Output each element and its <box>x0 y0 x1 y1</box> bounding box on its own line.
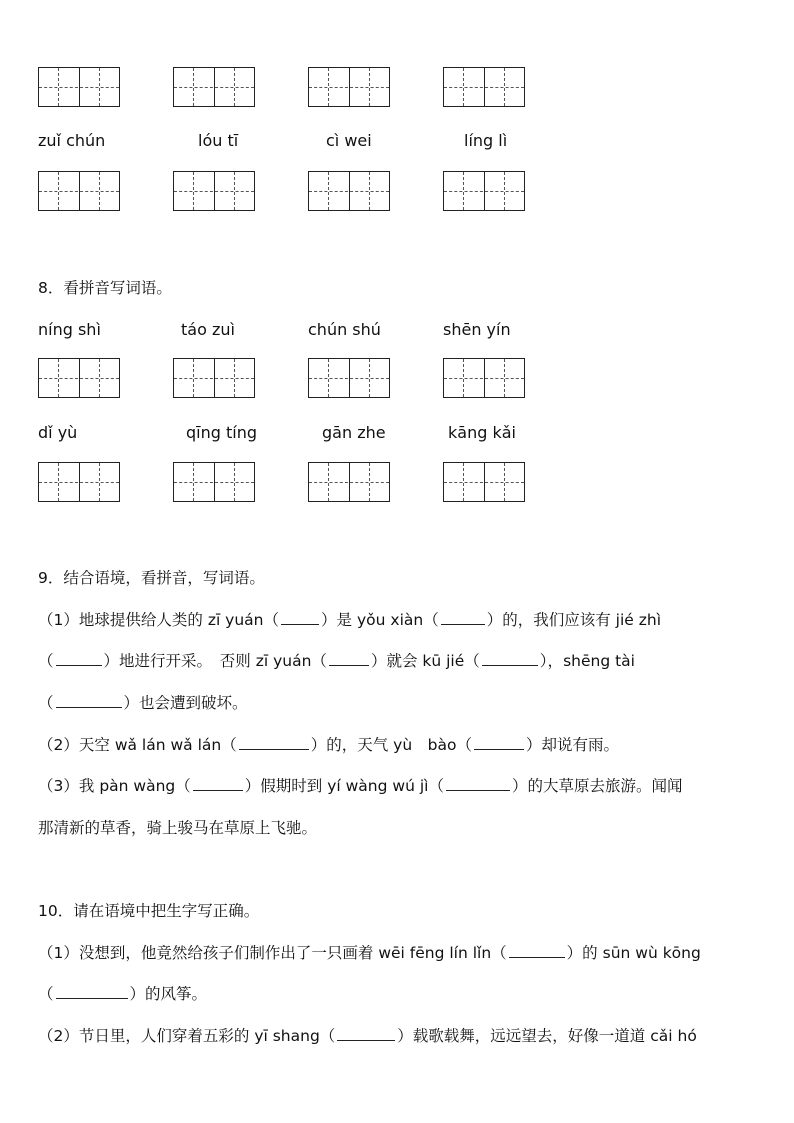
pinyin: wǎ lán wǎ lán <box>114 736 222 754</box>
writing-grid[interactable] <box>443 358 525 398</box>
pinyin: shēng tài <box>563 652 635 670</box>
answer-blank[interactable] <box>56 693 122 708</box>
writing-grid[interactable] <box>173 67 255 107</box>
answer-blank[interactable] <box>281 610 319 625</box>
pinyin-label: cì wei <box>326 131 372 150</box>
writing-grid[interactable] <box>443 67 525 107</box>
writing-grid[interactable] <box>173 171 255 211</box>
text: （ <box>423 611 439 629</box>
pinyin-label: qīng tíng <box>186 423 257 442</box>
text: （1）地球提供给人类的 <box>38 611 203 629</box>
question-9-line-1 <box>38 609 661 631</box>
writing-grid-row-4 <box>0 462 794 463</box>
writing-grid[interactable] <box>308 171 390 211</box>
pinyin: kū jié <box>422 652 465 670</box>
answer-blank[interactable] <box>441 610 485 625</box>
text: （ <box>428 777 444 795</box>
text: （ <box>38 985 54 1003</box>
writing-grid[interactable] <box>308 358 390 398</box>
text: （ <box>311 652 327 670</box>
text: （ <box>456 736 473 754</box>
pinyin-label: shēn yín <box>443 320 511 339</box>
answer-blank[interactable] <box>446 776 510 791</box>
text: （2）天空 <box>38 736 110 754</box>
pinyin-label: gān zhe <box>322 423 386 442</box>
text: （ <box>263 611 280 629</box>
pinyin-label: táo zuì <box>181 320 235 339</box>
pinyin-label: kāng kǎi <box>448 423 516 442</box>
writing-grid-row-2 <box>0 171 794 172</box>
answer-blank[interactable] <box>509 943 565 958</box>
text: ）载歌载舞，远远望去，好像一道道 <box>397 1027 646 1045</box>
question-9-line-4 <box>38 734 619 756</box>
question-10-line-2 <box>38 983 207 1005</box>
writing-grid[interactable] <box>308 462 390 502</box>
pinyin: cǎi hó <box>650 1027 697 1045</box>
text: ）的 <box>566 944 598 962</box>
text: （3）我 <box>38 777 95 795</box>
question-10-title: 10．请在语境中把生字写正确。 <box>38 902 260 920</box>
answer-blank[interactable] <box>474 735 524 750</box>
pinyin: zī yuán <box>207 611 264 629</box>
pinyin-label: chún shú <box>308 320 381 339</box>
pinyin-label: zuǐ chún <box>38 131 106 150</box>
answer-blank[interactable] <box>482 651 538 666</box>
question-9-line-3 <box>38 692 248 714</box>
question-10-line-3 <box>38 1025 697 1047</box>
pinyin: yī shang <box>254 1027 320 1045</box>
writing-grid[interactable] <box>173 462 255 502</box>
writing-grid[interactable] <box>38 358 120 398</box>
writing-grid[interactable] <box>443 462 525 502</box>
writing-grid[interactable] <box>38 67 120 107</box>
text: （ <box>319 1027 336 1045</box>
question-9-line-6: 那清新的草香，骑上骏马在草原上飞驰。 <box>38 819 318 837</box>
writing-grid[interactable] <box>173 358 255 398</box>
pinyin-label: níng shì <box>38 320 101 339</box>
pinyin: wēi fēng lín lǐn <box>378 944 492 962</box>
question-8-title: 8．看拼音写词语。 <box>38 279 172 297</box>
answer-blank[interactable] <box>239 735 309 750</box>
pinyin: pàn wàng <box>99 777 176 795</box>
text: ）的，我们应该有 <box>486 611 611 629</box>
text: （2）节日里，人们穿着五彩的 <box>38 1027 250 1045</box>
question-9-line-2 <box>38 650 635 672</box>
text: ）地进行开采。 否则 <box>103 652 251 670</box>
answer-blank[interactable] <box>193 776 243 791</box>
pinyin: yù bào <box>393 736 457 754</box>
answer-blank[interactable] <box>329 651 369 666</box>
pinyin-label: dǐ yù <box>38 423 78 442</box>
text: ）的风筝。 <box>129 985 208 1003</box>
text: （ <box>464 652 480 670</box>
question-10-line-1 <box>38 942 701 964</box>
question-9-line-5 <box>38 775 682 797</box>
text: （ <box>491 944 507 962</box>
text: （ <box>38 652 54 670</box>
writing-grid[interactable] <box>443 171 525 211</box>
writing-grid-row-3 <box>0 358 794 359</box>
text: ）是 <box>321 611 353 629</box>
text: ）就会 <box>370 652 418 670</box>
answer-blank[interactable] <box>337 1026 395 1041</box>
text: （ <box>221 736 237 754</box>
text: ）， <box>539 652 564 670</box>
pinyin-label: lóu tī <box>198 131 239 150</box>
text: ）的大草原去旅游。闻闻 <box>511 777 683 795</box>
text: （ <box>38 694 54 712</box>
writing-grid[interactable] <box>308 67 390 107</box>
writing-grid[interactable] <box>38 462 120 502</box>
text: ）也会遭到破坏。 <box>123 694 248 712</box>
answer-blank[interactable] <box>56 984 128 999</box>
text: （ <box>175 777 191 795</box>
pinyin: sūn wù kōng <box>602 944 701 962</box>
writing-grid[interactable] <box>38 171 120 211</box>
pinyin: yǒu xiàn <box>356 611 424 629</box>
pinyin: zī yuán <box>255 652 312 670</box>
pinyin: jié zhì <box>615 611 662 629</box>
text: （1）没想到，他竟然给孩子们制作出了一只画着 <box>38 944 374 962</box>
pinyin-label: líng lì <box>464 131 508 150</box>
text: ）的，天气 <box>310 736 389 754</box>
writing-grid-row-1 <box>0 67 794 68</box>
question-9-title: 9．结合语境，看拼音，写词语。 <box>38 569 265 587</box>
text: ）却说有雨。 <box>526 736 620 754</box>
answer-blank[interactable] <box>56 651 102 666</box>
text: ）假期时到 <box>244 777 323 795</box>
pinyin: yí wàng wú jì <box>327 777 429 795</box>
